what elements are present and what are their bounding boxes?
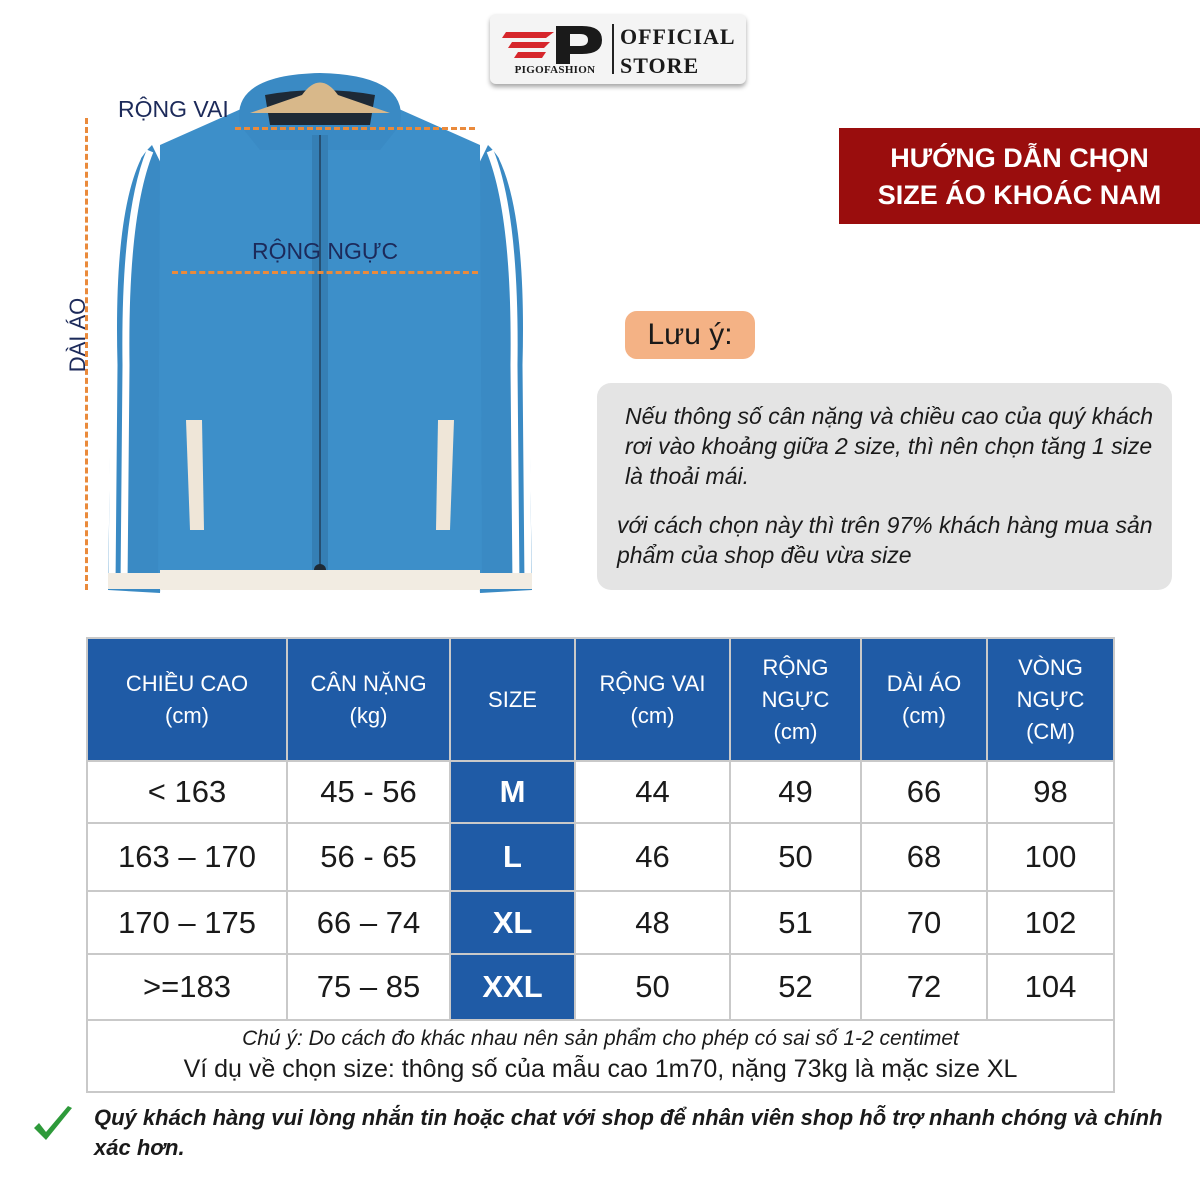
table-row	[87, 761, 1114, 823]
cell-weight: 75 – 85	[287, 954, 450, 1020]
title-banner	[839, 128, 1200, 224]
shoulder-measure-line	[235, 127, 475, 130]
logo-line-official: OFFICIAL	[620, 24, 736, 49]
table-row	[87, 823, 1114, 891]
cell-size: XL	[450, 891, 575, 954]
note-paragraph-1: Nếu thông số cân nặng và chiều cao của quý khách rơi vào khoảng giữa 2 size, thì nên chọn tăng 1 size là thoải mái.	[625, 403, 1154, 489]
cell-chest-circumference: 102	[987, 891, 1114, 954]
cell-chest-width: 52	[730, 954, 861, 1020]
table-row	[87, 891, 1114, 954]
note-paragraph-2: với cách chọn này thì trên 97% khách hàng mua sản phẩm của shop đều vừa size	[617, 512, 1153, 568]
logo-brand-name: PIGOFASHION	[514, 64, 596, 76]
cell-chest-circumference: 98	[987, 761, 1114, 823]
table-header-row	[87, 638, 1114, 761]
size-chart-table	[86, 637, 1115, 1093]
contact-message: Quý khách hàng vui lòng nhắn tin hoặc chat với shop để nhân viên shop hỗ trợ nhanh chóng và chính xác hơn.	[94, 1105, 1163, 1160]
header-chest-width: RỘNG NGỰC (cm)	[730, 638, 861, 761]
header-weight: CÂN NẶNG (kg)	[287, 638, 450, 761]
cell-shoulder: 44	[575, 761, 730, 823]
cell-shoulder: 46	[575, 823, 730, 891]
length-label: DÀI ÁO	[65, 297, 90, 373]
cell-height: < 163	[87, 761, 287, 823]
header-height: CHIỀU CAO (cm)	[87, 638, 287, 761]
cell-height: 163 – 170	[87, 823, 287, 891]
cell-length: 66	[861, 761, 987, 823]
cell-weight: 56 - 65	[287, 823, 450, 891]
cell-height: 170 – 175	[87, 891, 287, 954]
title-line-1: HƯỚNG DẪN CHỌN	[890, 143, 1149, 173]
cell-length: 68	[861, 823, 987, 891]
jacket-illustration	[90, 65, 550, 610]
header-shoulder: RỘNG VAI (cm)	[575, 638, 730, 761]
cell-weight: 66 – 74	[287, 891, 450, 954]
cell-chest-circumference: 100	[987, 823, 1114, 891]
cell-weight: 45 - 56	[287, 761, 450, 823]
shoulder-label: RỘNG VAI	[118, 96, 229, 122]
green-check-icon	[30, 1102, 76, 1148]
cell-length: 72	[861, 954, 987, 1020]
cell-size: L	[450, 823, 575, 891]
cell-shoulder: 50	[575, 954, 730, 1020]
table-footer-row	[87, 1020, 1114, 1092]
size-example: Ví dụ về chọn size: thông số của mẫu cao 1m70, nặng 73kg là mặc size XL	[183, 1055, 1018, 1083]
logo-official-store	[620, 22, 736, 80]
note-box	[597, 383, 1172, 590]
cell-height: >=183	[87, 954, 287, 1020]
chest-measure-line	[172, 271, 478, 274]
cell-chest-width: 49	[730, 761, 861, 823]
cell-chest-width: 50	[730, 823, 861, 891]
cell-shoulder: 48	[575, 891, 730, 954]
header-size: SIZE	[450, 638, 575, 761]
cell-chest-width: 51	[730, 891, 861, 954]
header-length: DÀI ÁO (cm)	[861, 638, 987, 761]
title-line-2: SIZE ÁO KHOÁC NAM	[877, 180, 1162, 210]
logo-divider	[612, 24, 614, 74]
table-row	[87, 954, 1114, 1020]
cell-size: XXL	[450, 954, 575, 1020]
cell-length: 70	[861, 891, 987, 954]
logo-line-store: STORE	[620, 53, 700, 78]
tolerance-note: Chú ý: Do cách đo khác nhau nên sản phẩm cho phép có sai số 1-2 centimet	[242, 1027, 959, 1050]
cell-chest-circumference: 104	[987, 954, 1114, 1020]
cell-size: M	[450, 761, 575, 823]
chest-label: RỘNG NGỰC	[252, 238, 399, 264]
header-chest-circumference: VÒNG NGỰC (CM)	[987, 638, 1114, 761]
note-label: Lưu ý:	[625, 311, 755, 359]
table-footer-cell	[87, 1020, 1114, 1092]
